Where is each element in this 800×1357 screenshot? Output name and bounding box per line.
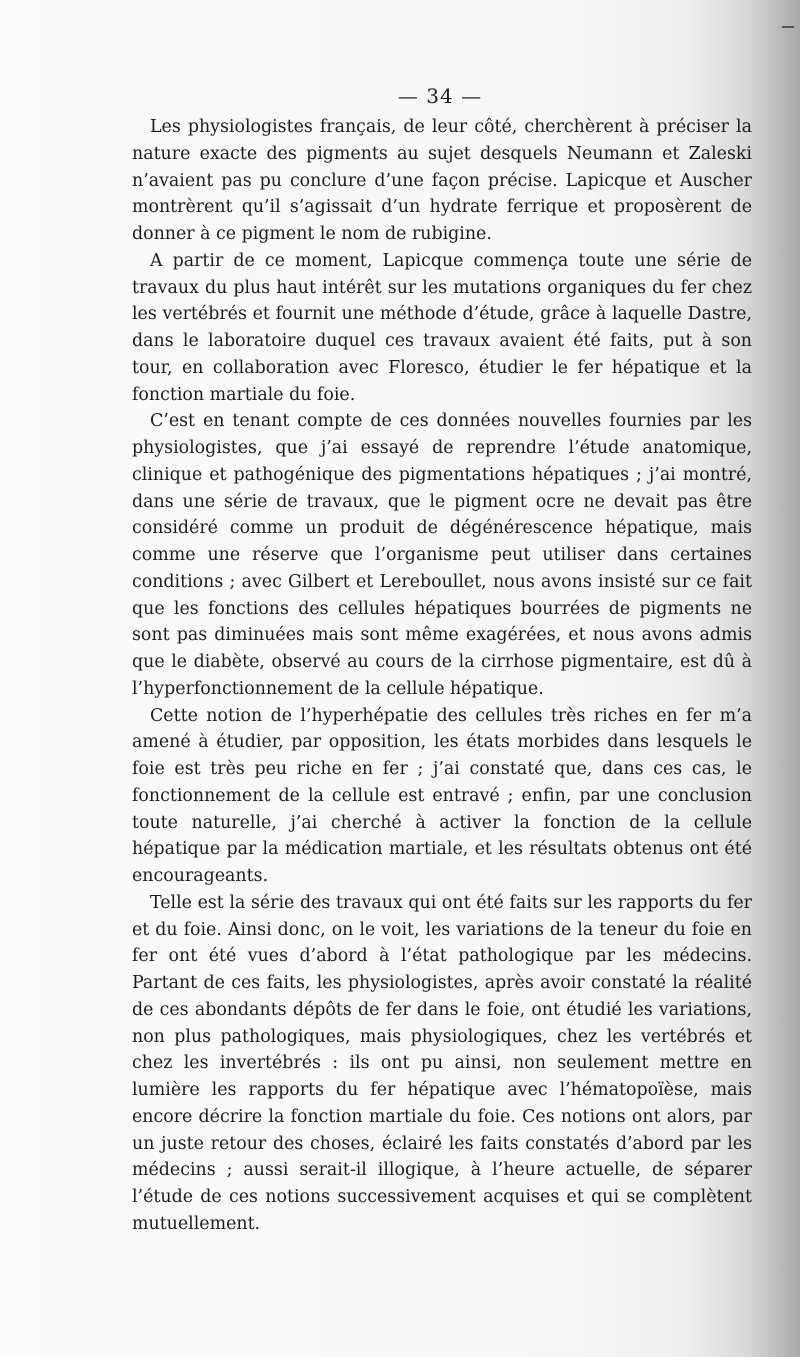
page-number: — 34 — <box>397 84 483 108</box>
paragraph-5: Telle est la série des travaux qui ont été faits sur les rapports du fer et du foie. Ainsi donc, on le voit, les variations de la teneur du foie en fer ont été vues d’abord à l’état pathologique par les médecins. Partant de ces faits, les physiologistes, après avoir constaté la réalité de ces abondants dépôts de fer dans le foie, ont étudié les variations, non plus pathologiques, mais physiologiques, chez les vertébrés et chez les invertébrés : ils ont pu ainsi, non seulement mettre en lumière les rapports du fer hépatique avec l’hématopoïèse, mais encore décrire la fonction martiale du foie. Ces notions ont alors, par un juste retour des choses, éclairé les faits constatés d’abord par les médecins ; aussi serait-il illogique, à l’heure actuelle, de séparer l’étude de ces notions successivement acquises et qui se complètent mutuellement. <box>132 892 752 1234</box>
paragraph-2: A partir de ce moment, Lapicque commença toute une série de travaux du plus haut intérêt sur les mutations organiques du fer chez les vertébrés et fournit une méthode d’étude, grâce à laquelle Dastre, dans le laboratoire duquel ces travaux avaient été faits, put à son tour, en collaboration avec Floresco, étudier le fer hépatique et la fonction martiale du foie. <box>132 250 752 405</box>
paragraph-1: Les physiologistes français, de leur côté, cherchèrent à préciser la nature exacte des pigments au sujet desquels Neumann et Zaleski n’avaient pas pu conclure d’une façon précise. Lapicque et Auscher montrèrent qu’il s’agissait d’un hydrate ferrique et proposèrent de donner à ce pigment le nom de rubigine. <box>132 117 752 244</box>
paragraph-4: Cette notion de l’hyperhépatie des cellules très riches en fer m’a amené à étudier, par opposition, les états morbides dans lesquels le foie est très peu riche en fer ; j’ai constaté que, dans ces cas, le fonctionnement de la cellule est entravé ; enfin, par une conclusion toute naturelle, j’ai cherché à activer la fonction de la cellule hépatique par la médication martiale, et les résultats obtenus ont été encourageants. <box>132 705 752 886</box>
body-text <box>132 114 752 1238</box>
edge-mark <box>782 26 794 28</box>
paragraph-3: C’est en tenant compte de ces données nouvelles fournies par les physiologistes, que j’ai essayé de reprendre l’étude anatomique, clinique et pathogénique des pigmentations hépatiques ; j’ai montré, dans une série de travaux, que le pigment ocre ne devait pas être considéré comme un produit de dégénérescence hépatique, mais comme une réserve que l’organisme peut utiliser dans certaines conditions ; avec Gilbert et Lereboullet, nous avons insisté sur ce fait que les fonctions des cellules hépatiques bourrées de pigments ne sont pas diminuées mais sont même exagérées, et nous avons admis que le diabète, observé au cours de la cirrhose pigmentaire, est dû à l’hyperfonctionnement de la cellule hépatique. <box>132 411 752 699</box>
